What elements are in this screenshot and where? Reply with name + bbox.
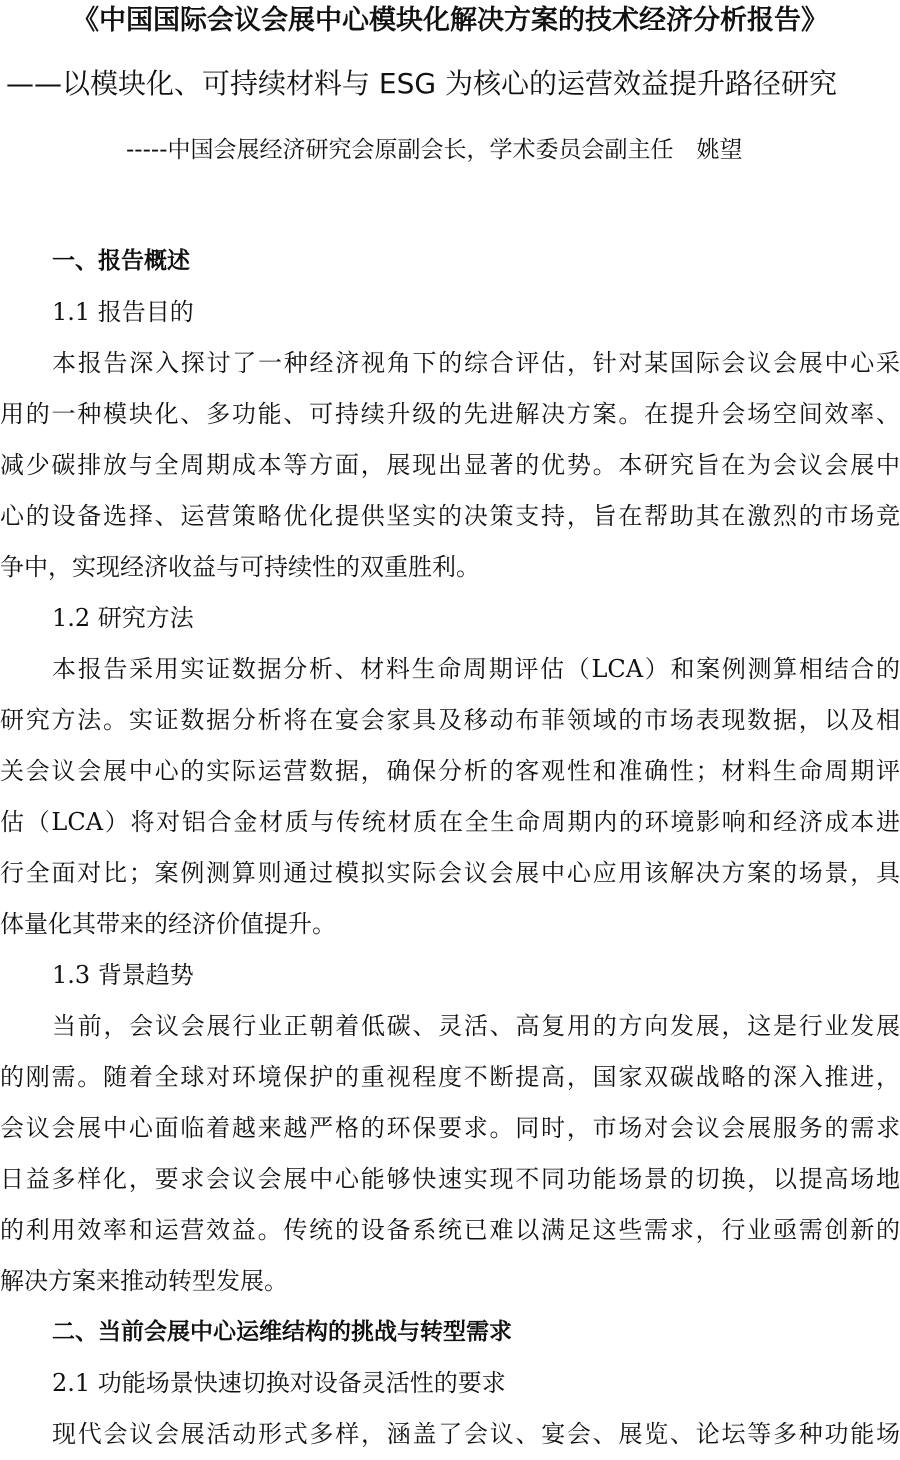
paragraph-line: 的利用效率和运营效益。传统的设备系统已难以满足这些需求，行业亟需创新的	[0, 1216, 900, 1244]
paragraph-line: 本报告采用实证数据分析、材料生命周期评估（LCA）和案例测算相结合的	[52, 655, 900, 683]
paragraph-line: 当前，会议会展行业正朝着低碳、灵活、高复用的方向发展，这是行业发展	[52, 1012, 900, 1040]
paragraph-line: 的刚需。随着全球对环境保护的重视程度不断提高，国家双碳战略的深入推进，	[0, 1063, 900, 1091]
paragraph-line: 心的设备选择、运营策略优化提供坚实的决策支持，旨在帮助其在激烈的市场竞	[0, 502, 900, 530]
paragraph-line: 现代会议会展活动形式多样，涵盖了会议、宴会、展览、论坛等多种功能场	[52, 1420, 900, 1448]
paragraph-line: 本报告深入探讨了一种经济视角下的综合评估，针对某国际会议会展中心采	[52, 349, 900, 377]
paragraph	[0, 1409, 900, 1460]
paragraph-line: 估（LCA）将对铝合金材质与传统材质在全生命周期内的环境影响和经济成本进	[0, 808, 900, 836]
subsection-heading: 1.2 研究方法	[52, 604, 194, 632]
paragraph-line: 用的一种模块化、多功能、可持续升级的先进解决方案。在提升会场空间效率、	[0, 400, 900, 428]
paragraph	[0, 338, 900, 593]
paragraph	[0, 644, 900, 950]
author-line: -----中国会展经济研究会原副会长，学术委员会副主任 姚望	[126, 137, 743, 163]
paragraph-line: 争中，实现经济收益与可持续性的双重胜利。	[0, 553, 480, 581]
subsection-heading: 1.3 背景趋势	[52, 961, 194, 989]
section-heading: 二、当前会展中心运维结构的挑战与转型需求	[52, 1319, 512, 1345]
paragraph-line: 解决方案来推动转型发展。	[0, 1267, 288, 1295]
paragraph-line: 减少碳排放与全周期成本等方面，展现出显著的优势。本研究旨在为会议会展中	[0, 451, 900, 479]
section-heading: 一、报告概述	[52, 248, 190, 274]
document-title: 《中国国际会议会展中心模块化解决方案的技术经济分析报告》	[72, 5, 828, 36]
document-subtitle: ——以模块化、可持续材料与 ESG 为核心的运营效益提升路径研究	[6, 67, 837, 100]
paragraph	[0, 1001, 900, 1307]
document-body	[0, 236, 900, 1460]
paragraph-line: 行全面对比；案例测算则通过模拟实际会议会展中心应用该解决方案的场景，具	[0, 859, 900, 887]
paragraph-line: 关会议会展中心的实际运营数据，确保分析的客观性和准确性；材料生命周期评	[0, 757, 900, 785]
paragraph-line: 研究方法。实证数据分析将在宴会家具及移动布菲领域的市场表现数据，以及相	[0, 706, 900, 734]
paragraph-line: 日益多样化，要求会议会展中心能够快速实现不同功能场景的切换，以提高场地	[0, 1165, 900, 1193]
paragraph-line: 体量化其带来的经济价值提升。	[0, 910, 336, 938]
subsection-heading: 1.1 报告目的	[52, 298, 194, 326]
subsection-heading: 2.1 功能场景快速切换对设备灵活性的要求	[52, 1369, 506, 1397]
paragraph-line: 会议会展中心面临着越来越严格的环保要求。同时，市场对会议会展服务的需求	[0, 1114, 900, 1142]
